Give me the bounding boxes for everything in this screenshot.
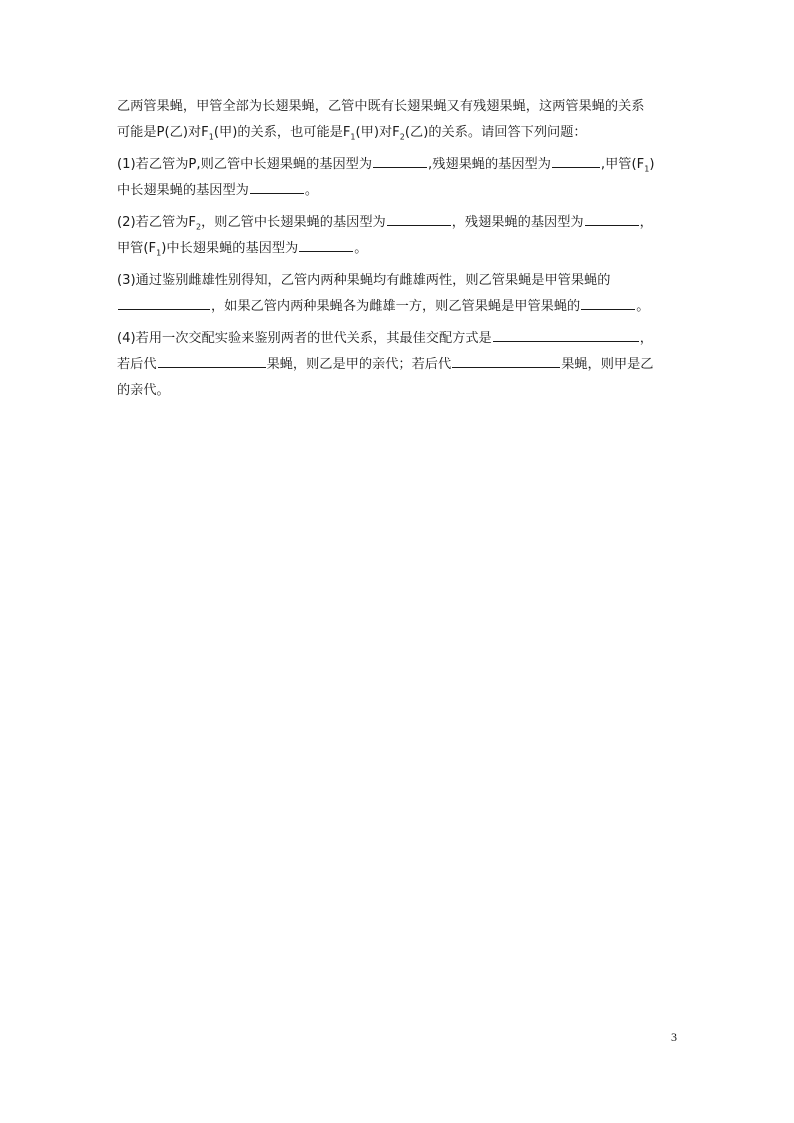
question-3 — [117, 268, 679, 320]
q1-text-4: ) — [649, 157, 655, 172]
subscript: 1 — [350, 132, 356, 142]
intro-paragraph — [117, 94, 679, 146]
q1-text-1: (1)若乙管为P,则乙管中长翅果蝇的基因型为 — [117, 157, 373, 172]
q1-blank-1[interactable] — [373, 153, 427, 168]
q1-text-5: 中长翅果蝇的基因型为 — [117, 183, 249, 198]
q1-blank-2[interactable] — [552, 153, 600, 168]
q4-text-2: ， — [639, 331, 653, 346]
q2-blank-3[interactable] — [299, 237, 353, 252]
intro-line1: 乙两管果蝇，甲管全部为长翅果蝇，乙管中既有长翅果蝇又有残翅果蝇，这两管果蝇的关系 — [117, 99, 645, 114]
question-content — [117, 94, 679, 410]
q2-blank-1[interactable] — [387, 211, 451, 226]
subscript: 2 — [196, 222, 202, 232]
q2-blank-2[interactable] — [585, 211, 639, 226]
question-1 — [117, 152, 679, 204]
page-number: 3 — [671, 1030, 677, 1044]
q3-text-3: 。 — [636, 299, 650, 314]
q2-text-5: 甲管(F — [117, 241, 157, 256]
q4-text-1: (4)若用一次交配实验来鉴别两者的世代关系，其最佳交配方式是 — [117, 331, 492, 346]
q2-text-3: ，残翅果蝇的基因型为 — [451, 215, 584, 230]
q4-blank-2[interactable] — [158, 353, 266, 368]
intro-line2-c: (甲)对F — [355, 125, 400, 140]
question-4 — [117, 326, 679, 404]
q2-text-7: 。 — [354, 241, 368, 256]
q3-text-1: (3)通过鉴别雌雄性别得知，乙管内两种果蝇均有雌雄两性，则乙管果蝇是甲管果蝇的 — [117, 273, 611, 288]
q1-text-6: 。 — [304, 183, 319, 198]
q3-blank-1[interactable] — [118, 295, 210, 310]
q4-text-5: 果蝇，则甲是乙 — [561, 357, 654, 372]
q2-text-1: (2)若乙管为F — [117, 215, 197, 230]
intro-line2-d: (乙)的关系。请回答下列问题： — [404, 125, 587, 140]
q4-blank-3[interactable] — [452, 353, 560, 368]
q2-text-4: ， — [639, 215, 653, 230]
q4-text-4: 果蝇，则乙是甲的亲代；若后代 — [266, 357, 452, 372]
q3-blank-2[interactable] — [581, 295, 635, 310]
q3-text-2: ，如果乙管内两种果蝇各为雌雄一方，则乙管果蝇是甲管果蝇的 — [211, 299, 581, 314]
subscript: 2 — [399, 132, 405, 142]
subscript: 1 — [644, 164, 650, 174]
intro-line2-a: 可能是P(乙)对F — [117, 125, 209, 140]
q1-blank-3[interactable] — [250, 179, 304, 194]
intro-line2-b: (甲)的关系，也可能是F — [213, 125, 351, 140]
q4-blank-1[interactable] — [493, 327, 639, 342]
question-2 — [117, 210, 679, 262]
q2-text-6: )中长翅果蝇的基因型为 — [161, 241, 299, 256]
q1-text-2: ,残翅果蝇的基因型为 — [428, 157, 551, 172]
subscript: 1 — [208, 132, 214, 142]
subscript: 1 — [156, 248, 162, 258]
q4-text-3: 若后代 — [117, 357, 157, 372]
q4-text-6: 的亲代。 — [117, 383, 170, 398]
q1-text-3: ,甲管(F — [600, 157, 645, 172]
q2-text-2: ，则乙管中长翅果蝇的基因型为 — [201, 215, 386, 230]
